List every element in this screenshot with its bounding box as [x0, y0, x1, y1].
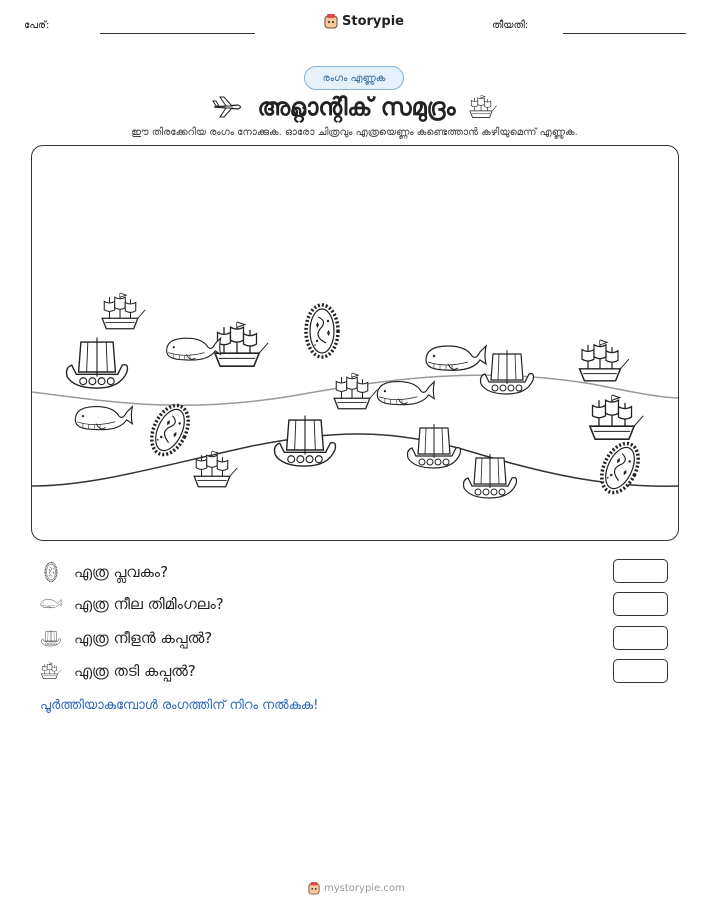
tall-ship [334, 373, 377, 409]
date-line[interactable] [563, 33, 686, 34]
question-row [40, 592, 224, 616]
tall-ship [580, 340, 629, 381]
site-footer [308, 881, 405, 895]
tall-ship [590, 395, 643, 439]
longship-icon [40, 627, 62, 649]
blue-whale [377, 382, 434, 405]
tall-ship [215, 322, 268, 366]
question-text: എത്ര പ്ലവകം? [74, 563, 169, 581]
instructions: ഈ തിരക്കേറിയ രംഗം നോക്കുക. ഓരോ ചിത്രവും എത്രയെണ്ണം കണ്ടെത്താൻ കഴിയുമെന്ന് എണ്ണുക. [131, 127, 578, 138]
answer-box-longship[interactable] [613, 626, 668, 650]
answer-box-plankton[interactable] [613, 559, 668, 583]
question-row [40, 659, 196, 683]
blue-whale-icon [40, 593, 62, 615]
answer-box-whale[interactable] [613, 592, 668, 616]
blue-whale [75, 407, 132, 430]
storypie-mascot-icon [324, 13, 338, 29]
plankton-icon [40, 561, 62, 583]
name-label: പേര്: [24, 20, 50, 31]
brand-logo [324, 13, 404, 29]
longship [481, 350, 534, 394]
brand-name: Storypie [342, 13, 404, 29]
longship [67, 338, 128, 389]
tall-ship [194, 451, 237, 487]
activity-badge: രംഗം എണ്ണുക [304, 66, 404, 90]
plankton [595, 438, 646, 499]
longship [464, 454, 517, 498]
blue-whale [167, 338, 221, 360]
ocean-scene [31, 145, 679, 541]
coloring-note: പൂർത്തിയാകുമ്പോൾ രംഗത്തിന് നിറം നൽകുക! [40, 698, 319, 713]
page-title: അറ്റ്ലാന്റിക് സമുദ്രം [257, 93, 456, 121]
site-url[interactable]: mystorypie.com [324, 882, 405, 894]
question-text: എത്ര നീല തിമിംഗലം? [74, 595, 224, 613]
question-text: എത്ര തടി കപ്പൽ? [74, 662, 196, 680]
storypie-mascot-icon [308, 881, 320, 895]
date-label: തീയതി: [492, 20, 529, 31]
answer-box-tall-ship[interactable] [613, 659, 668, 683]
wave-line [32, 434, 679, 486]
tall-ship-icon [468, 92, 498, 122]
airplane-icon [211, 94, 245, 120]
plankton [145, 400, 196, 461]
question-row [40, 560, 168, 584]
tall-ship [102, 293, 145, 329]
blue-whale [426, 346, 486, 370]
plankton [306, 305, 338, 357]
tall-ship-icon [40, 660, 62, 682]
question-text: എത്ര നീളൻ കപ്പൽ? [74, 629, 213, 647]
title-row [0, 92, 709, 122]
name-line[interactable] [100, 33, 255, 34]
question-row [40, 626, 212, 650]
